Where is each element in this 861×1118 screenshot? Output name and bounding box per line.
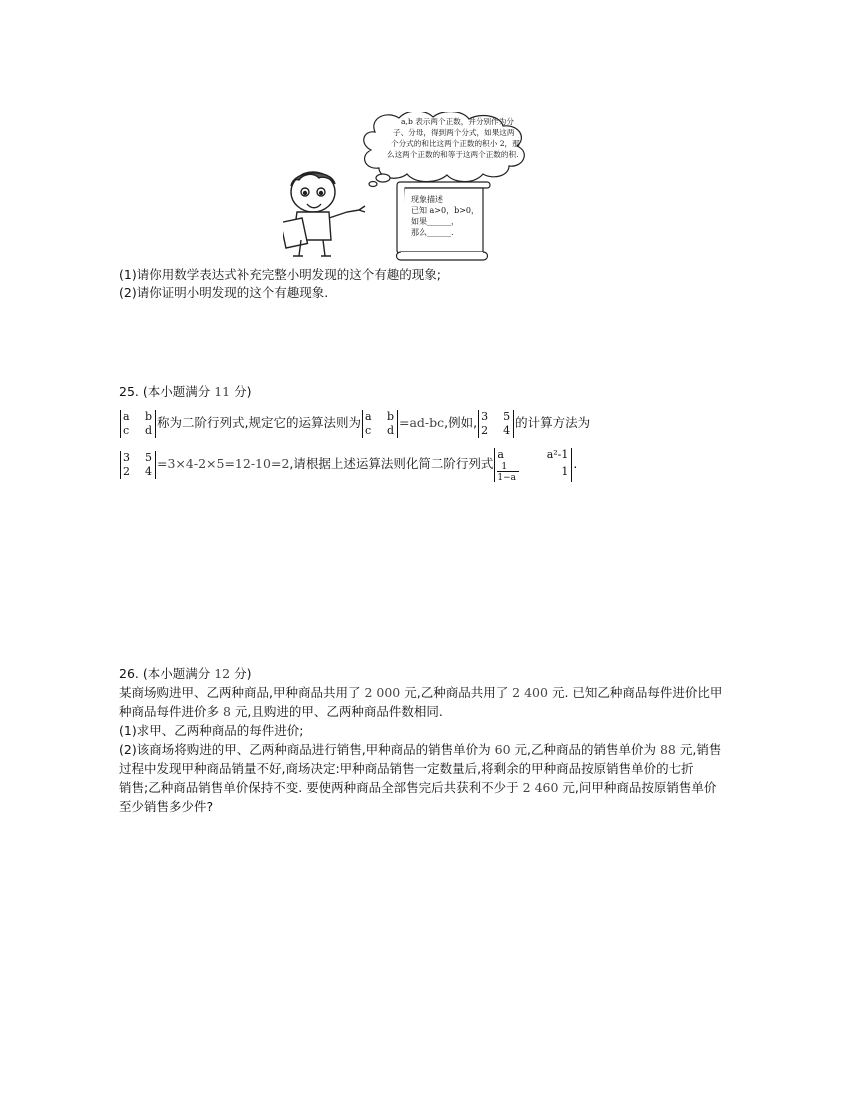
q26-l4-a: (2)该商场将购进的甲、乙两种商品进行销售,甲种商品的销售单价为	[119, 742, 495, 757]
det-ex2-bl: 2	[123, 464, 130, 478]
q26-l4-n2: 88	[659, 742, 676, 757]
det-ex-tr: 5	[503, 409, 511, 423]
det-abcd-br: d	[144, 423, 152, 437]
q26-header	[119, 665, 251, 682]
q26-line5: 过程中发现甲种商品销量不好,商场决定:甲种商品销售一定数量后,将剩余的甲种商品按原销售单价的七折	[119, 761, 694, 776]
q26-l1-n1: 2 000	[364, 685, 401, 700]
cartoon-illustration	[283, 112, 583, 262]
q25-score: 11	[214, 384, 231, 399]
scroll-line-4: 那么______.	[411, 228, 454, 237]
det-ex2-br: 4	[145, 464, 152, 478]
q25-header-a: 25. (本小题满分	[119, 384, 215, 399]
q25-line2	[119, 447, 577, 482]
det-ex-tl: 3	[481, 409, 489, 423]
det-abcd-tl: a	[123, 409, 130, 423]
det-target-tl: a	[497, 447, 504, 461]
det-ex2-tl: 3	[123, 450, 130, 464]
q26-line7: 至少销售多少件?	[119, 799, 214, 814]
det-target	[494, 448, 572, 482]
q26-l2-b: 元,且购进的甲、乙两种商品件数相同.	[230, 704, 443, 719]
q25-line2-a: ,请根据上述运算法则化简二阶行列式	[289, 456, 494, 471]
q26-l1-c: 元. 已知乙种商品每件进价比甲	[547, 685, 723, 700]
q26-line3: (1)求甲、乙两种商品的每件进价;	[119, 723, 304, 738]
q25-line1	[119, 408, 590, 438]
det-target-bl-den: 1−a	[497, 472, 517, 483]
q26-l2-a: 种商品每件进价多	[119, 704, 223, 719]
scroll-line-1: 现象描述	[411, 195, 443, 204]
q24-part1: (1)请你用数学表达式补充完整小明发现的这个有趣的现象;	[119, 267, 441, 282]
det-ex2-tr: 5	[145, 450, 152, 464]
bubble-line-2: 子、分母，得到两个分式，如果这两	[393, 128, 515, 137]
det-abcd	[120, 410, 156, 438]
det-rule-br: d	[386, 423, 394, 437]
det-target-tr: a²-1	[546, 447, 569, 461]
det-abcd-rule	[362, 410, 398, 438]
det-example-2	[120, 451, 156, 479]
det-ex-bl: 2	[481, 423, 489, 437]
q26-line6	[119, 779, 716, 796]
bubble-line-3: 个分式的和比这两个正数的积小 2，那	[391, 139, 520, 148]
q26-l4-c: 元,销售	[675, 742, 722, 757]
q26-header-a: 26. (本小题满分	[119, 666, 215, 681]
bubble-line-4: 么这两个正数的和等于这两个正数的积.	[387, 150, 519, 159]
q25-line2-end: .	[573, 456, 578, 471]
q26-l2-n: 8	[222, 704, 231, 719]
q25-header	[119, 383, 251, 400]
det-abcd-bl: c	[123, 423, 130, 437]
det-target-br: 1	[561, 464, 569, 478]
q26-l6-b: 元,问甲种商品按原销售单价	[558, 780, 717, 795]
det-rule-bl: c	[364, 423, 372, 437]
q26-l6-n: 2 460	[522, 780, 559, 795]
q25-line1-c: 的计算方法为	[515, 415, 591, 430]
q26-l1-b: 元,乙种商品共用了	[400, 685, 513, 700]
q24-part2: (2)请你证明小明发现的这个有趣现象.	[119, 285, 329, 300]
q26-score: 12	[214, 666, 231, 681]
boy-figure	[283, 172, 365, 256]
scroll-line-2: 已知 a>0，b>0，	[411, 206, 480, 215]
det-ex-br: 4	[503, 423, 511, 437]
q26-l4-n1: 60	[494, 742, 511, 757]
q25-calc: =3×4-2×5=12-10=2	[157, 456, 290, 471]
boy-with-thought-bubble-image	[283, 112, 583, 262]
scroll-line-3: 如果______，	[411, 217, 459, 226]
det-abcd-tr: b	[144, 409, 152, 423]
q26-line4	[119, 741, 721, 758]
q26-l6-a: 销售;乙种商品销售单价保持不变. 要使两种商品全部售完后共获利不少于	[119, 780, 523, 795]
det-target-bl-num: 1	[501, 461, 508, 472]
q26-line1	[119, 684, 722, 701]
q26-header-b: 分)	[230, 666, 252, 681]
q26-l1-n2: 2 400	[512, 685, 548, 700]
det-example	[478, 410, 514, 438]
bubble-line-1: a,b 表示两个正数，并分别作为分	[401, 117, 514, 126]
q25-header-b: 分)	[230, 384, 252, 399]
q26-l4-b: 元,乙种商品的销售单价为	[510, 742, 660, 757]
q26-line2	[119, 703, 443, 720]
q25-rule: =ad-bc	[398, 415, 445, 430]
det-rule-tr: b	[386, 409, 394, 423]
q25-line1-a: 称为二阶行列式,规定它的运算法则为	[157, 415, 361, 430]
q26-l1-a: 某商场购进甲、乙两种商品,甲种商品共用了	[119, 685, 365, 700]
q25-line1-b: ,例如,	[444, 415, 478, 430]
det-rule-tl: a	[364, 409, 372, 423]
